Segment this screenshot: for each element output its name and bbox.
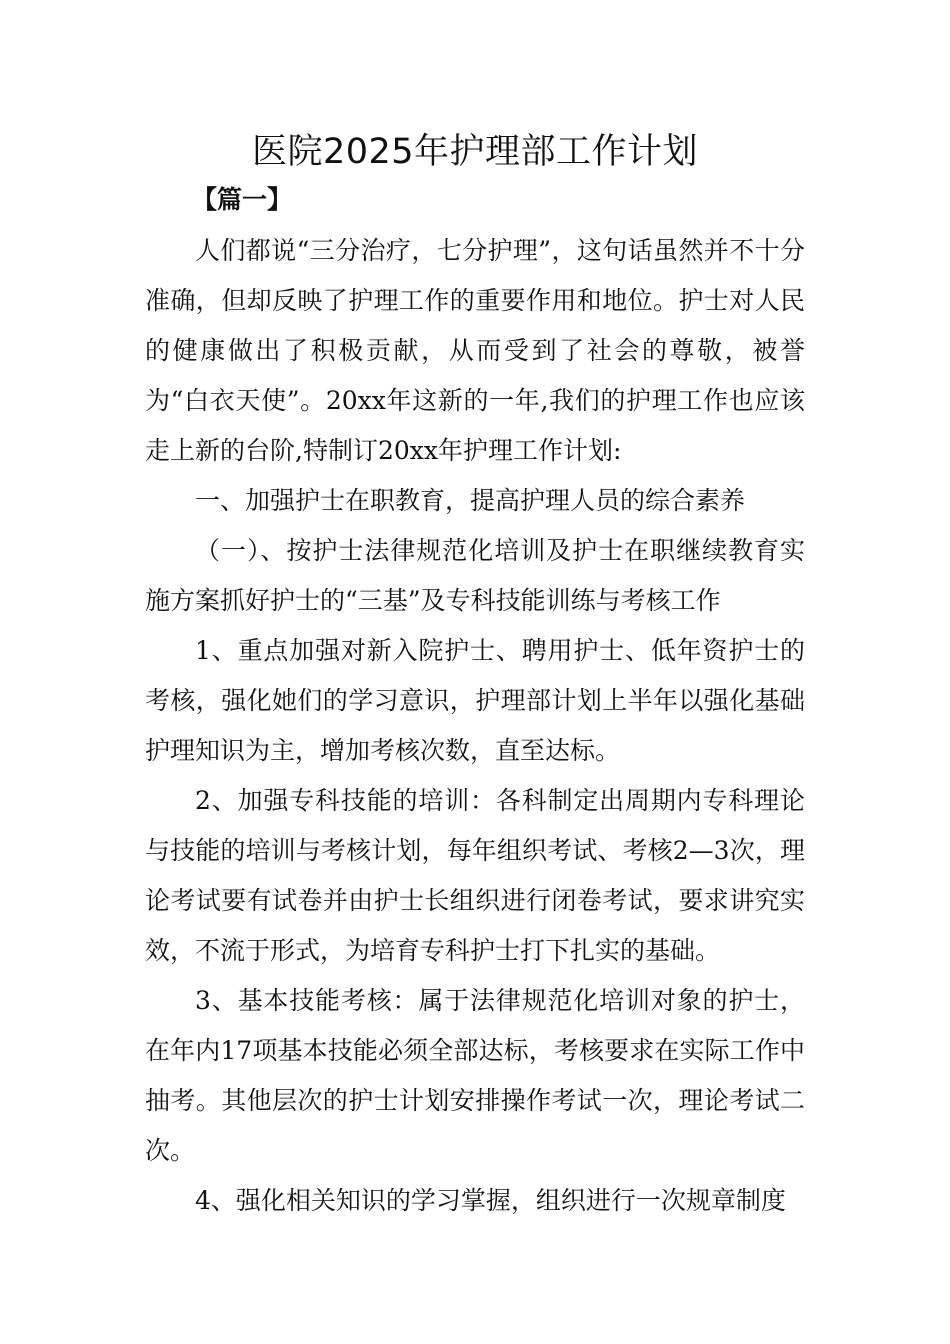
paragraph-subheading-1: （一）、按护士法律规范化培训及护士在职继续教育实施方案抓好护士的“三基”及专科技能训练与考核工作 xyxy=(145,536,805,615)
paragraph-item-4: 4、强化相关知识的学习掌握，组织进行一次规章制度 xyxy=(195,1186,786,1215)
section-label: 【篇一】 xyxy=(192,185,293,214)
paragraph-item-3: 3、基本技能考核：属于法律规范化培训对象的护士，在年内17项基本技能必须全部达标，考核要求在实际工作中抽考。其他层次的护士计划安排操作考试一次，理论考试二次。 xyxy=(145,986,805,1165)
paragraph-heading-1: 一、加强护士在职教育，提高护理人员的综合素养 xyxy=(195,486,746,515)
document-title: 医院2025年护理部工作计划 xyxy=(251,132,699,172)
paragraph-item-1: 1、重点加强对新入院护士、聘用护士、低年资护士的考核，强化她们的学习意识，护理部计划上半年以强化基础护理知识为主，增加考核次数，直至达标。 xyxy=(145,636,805,765)
paragraph-intro: 人们都说“三分治疗，七分护理”，这句话虽然并不十分准确，但却反映了护理工作的重要作用和地位。护士对人民的健康做出了积极贡献，从而受到了社会的尊敬，被誉为“白衣天使”。20xx年这新的一年,我们的护理工作也应该走上新的台阶,特制订20xx年护理工作计划: xyxy=(145,236,805,465)
paragraph-item-2: 2、加强专科技能的培训：各科制定出周期内专科理论与技能的培训与考核计划，每年组织考试、考核2—3次，理论考试要有试卷并由护士长组织进行闭卷考试，要求讲究实效，不流于形式，为培育专科护士打下扎实的基础。 xyxy=(145,786,805,965)
document-body xyxy=(145,226,805,1226)
